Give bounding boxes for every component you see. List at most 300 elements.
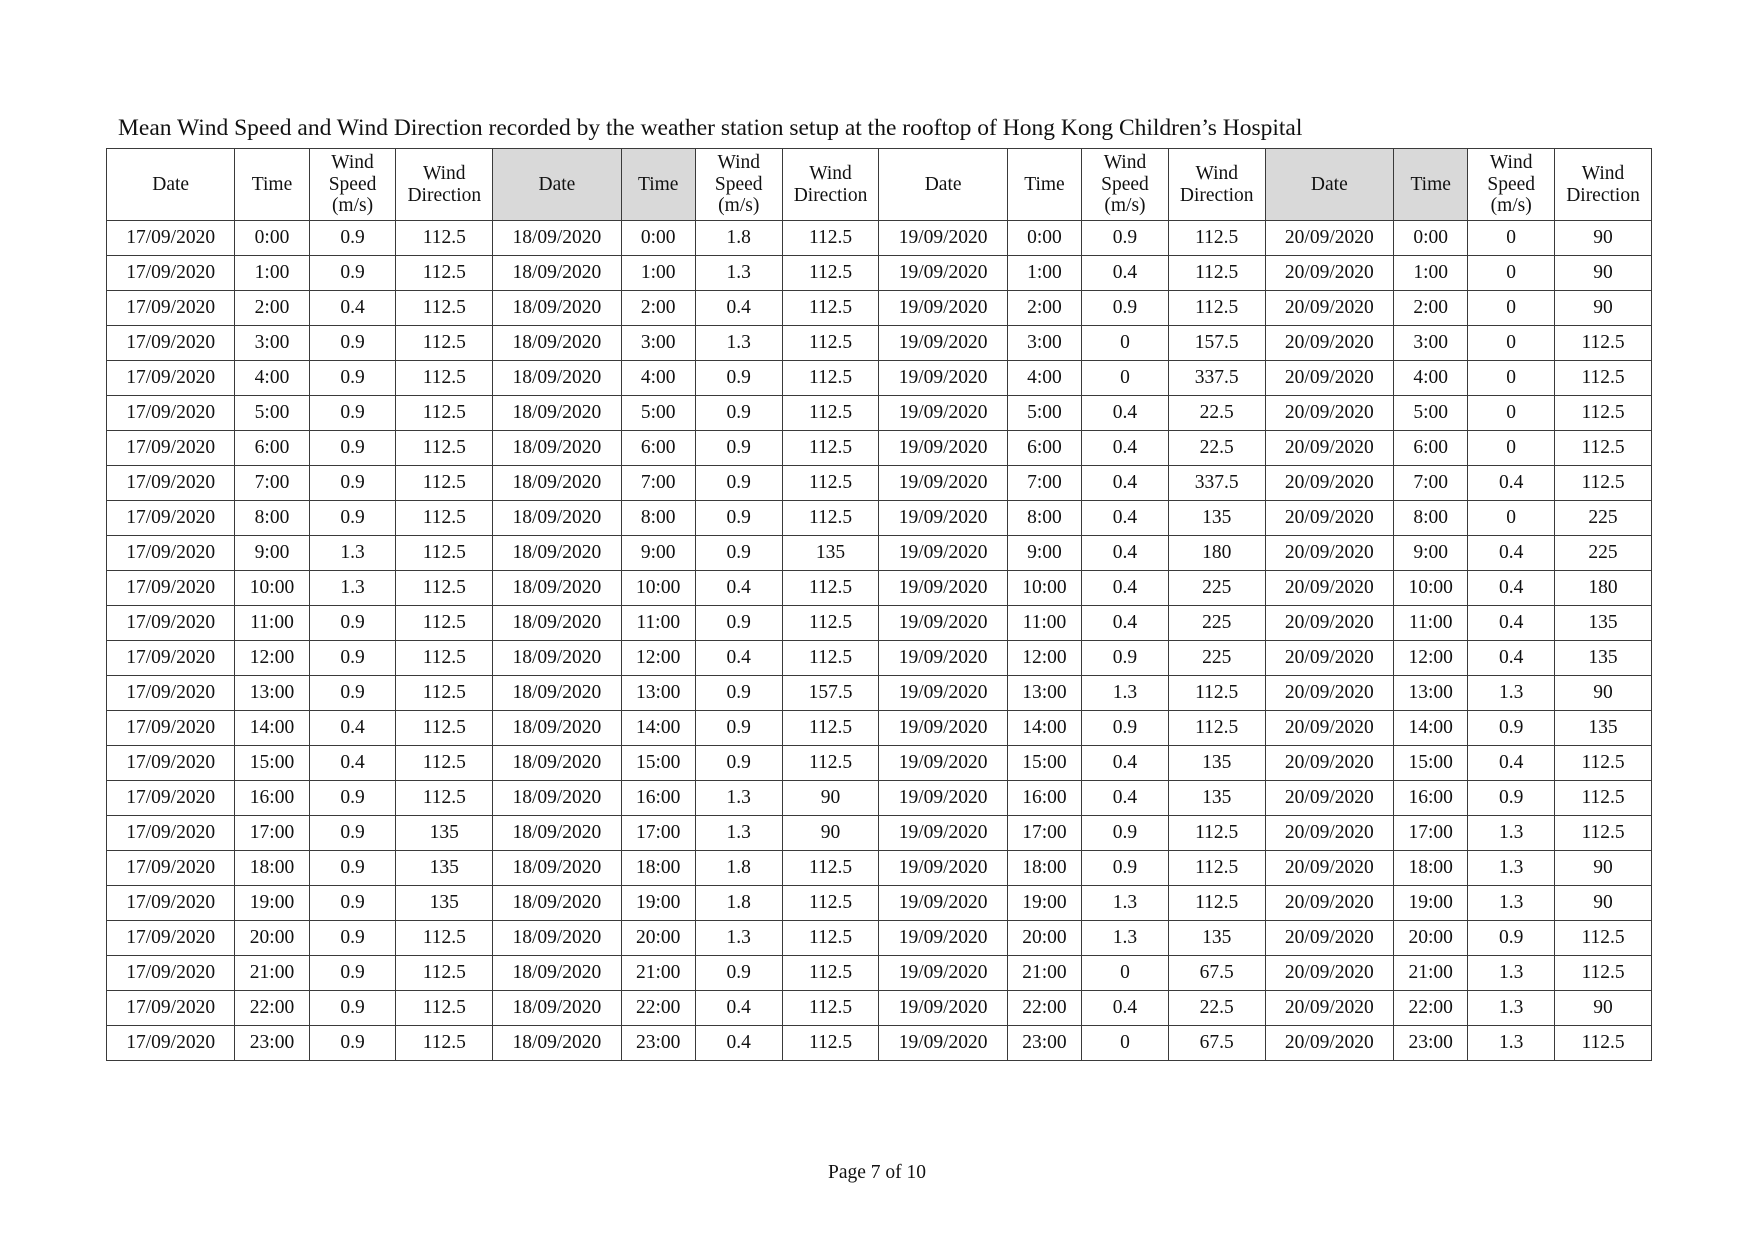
time-cell: 12:00: [621, 641, 695, 676]
wind-speed-cell: 0.9: [1082, 221, 1169, 256]
table-row: [107, 361, 1652, 396]
date-cell: 18/09/2020: [493, 466, 621, 501]
time-cell: 9:00: [235, 536, 309, 571]
wind-speed-cell: 0.4: [1468, 641, 1555, 676]
time-cell: 10:00: [621, 571, 695, 606]
wind-direction-cell: 112.5: [782, 991, 879, 1026]
time-cell: 8:00: [1007, 501, 1081, 536]
wind-direction-cell: 135: [396, 851, 493, 886]
wind-speed-cell: 0.9: [1082, 851, 1169, 886]
time-cell: 3:00: [235, 326, 309, 361]
time-cell: 3:00: [1394, 326, 1468, 361]
time-cell: 4:00: [621, 361, 695, 396]
date-cell: 18/09/2020: [493, 361, 621, 396]
wind-speed-cell: 0.9: [309, 396, 396, 431]
wind-speed-cell: 1.3: [1082, 921, 1169, 956]
header-line: Wind: [717, 152, 761, 174]
date-cell: 18/09/2020: [493, 746, 621, 781]
date-cell: 17/09/2020: [107, 711, 235, 746]
date-cell: 20/09/2020: [1265, 956, 1393, 991]
wind-speed-cell: 0.4: [1082, 396, 1169, 431]
wind-direction-cell: 112.5: [782, 396, 879, 431]
time-cell: 19:00: [1007, 886, 1081, 921]
page-number: Page 7 of 10: [827, 1162, 927, 1183]
time-cell: 2:00: [1007, 291, 1081, 326]
wind-speed-cell: 0.9: [309, 466, 396, 501]
wind-direction-cell: 112.5: [1555, 746, 1652, 781]
time-cell: 6:00: [1007, 431, 1081, 466]
wind-speed-cell: 0.4: [309, 711, 396, 746]
time-cell: 23:00: [1394, 1026, 1468, 1061]
table-row: [107, 781, 1652, 816]
wind-direction-cell: 67.5: [1168, 1026, 1265, 1061]
wind-direction-cell: 112.5: [396, 361, 493, 396]
table-row: [107, 991, 1652, 1026]
wind-speed-cell: 0: [1468, 431, 1555, 466]
wind-speed-cell: 0.9: [695, 431, 782, 466]
header-line: Wind: [1195, 163, 1238, 185]
wind-direction-cell: 22.5: [1168, 396, 1265, 431]
wind-direction-cell: 112.5: [396, 1026, 493, 1061]
header-line: Speed: [1487, 173, 1535, 195]
header-line: Wind: [809, 163, 852, 185]
wind-speed-cell: 0.4: [1082, 501, 1169, 536]
wind-direction-cell: 225: [1168, 606, 1265, 641]
wind-direction-cell: 135: [1555, 711, 1652, 746]
wind-direction-cell: 112.5: [396, 536, 493, 571]
header-line: Direction: [1179, 184, 1254, 206]
time-cell: 1:00: [621, 256, 695, 291]
date-cell: 19/09/2020: [879, 536, 1007, 571]
date-cell: 20/09/2020: [1265, 921, 1393, 956]
time-cell: 17:00: [1007, 816, 1081, 851]
wind-direction-cell: 90: [1555, 851, 1652, 886]
date-cell: 20/09/2020: [1265, 256, 1393, 291]
time-cell: 8:00: [1394, 501, 1468, 536]
time-cell: 0:00: [235, 221, 309, 256]
table-row: [107, 816, 1652, 851]
wind-direction-cell: 112.5: [782, 886, 879, 921]
wind-direction-cell: 135: [1168, 501, 1265, 536]
time-cell: 13:00: [1394, 676, 1468, 711]
date-cell: 17/09/2020: [107, 396, 235, 431]
table-row: [107, 676, 1652, 711]
wind-speed-cell: 1.3: [695, 816, 782, 851]
wind-direction-cell: 157.5: [782, 676, 879, 711]
wind-data-table: [106, 148, 1652, 1061]
table-row: [107, 711, 1652, 746]
time-cell: 20:00: [1007, 921, 1081, 956]
wind-direction-cell: 112.5: [1168, 221, 1265, 256]
wind-speed-cell: 0.4: [1082, 466, 1169, 501]
time-cell: 2:00: [621, 291, 695, 326]
time-cell: 16:00: [1394, 781, 1468, 816]
wind-direction-cell: 112.5: [782, 1026, 879, 1061]
date-cell: 18/09/2020: [493, 501, 621, 536]
time-cell: 23:00: [621, 1026, 695, 1061]
date-cell: 20/09/2020: [1265, 501, 1393, 536]
wind-direction-cell: 112.5: [1555, 816, 1652, 851]
time-cell: 19:00: [235, 886, 309, 921]
date-cell: 17/09/2020: [107, 291, 235, 326]
wind-direction-cell: 112.5: [1168, 291, 1265, 326]
date-cell: 17/09/2020: [107, 641, 235, 676]
time-cell: 7:00: [235, 466, 309, 501]
time-cell: 13:00: [621, 676, 695, 711]
time-cell: 14:00: [1394, 711, 1468, 746]
time-cell: 6:00: [621, 431, 695, 466]
time-cell: 11:00: [1394, 606, 1468, 641]
wind-speed-cell: 1.3: [1468, 816, 1555, 851]
wind-speed-cell: 1.3: [1468, 991, 1555, 1026]
date-cell: 20/09/2020: [1265, 606, 1393, 641]
date-cell: 17/09/2020: [107, 781, 235, 816]
date-cell: 17/09/2020: [107, 361, 235, 396]
date-cell: 18/09/2020: [493, 396, 621, 431]
wind-direction-cell: 135: [1168, 921, 1265, 956]
time-cell: 12:00: [1394, 641, 1468, 676]
wind-direction-cell: 135: [782, 536, 879, 571]
wind-speed-cell: 1.3: [695, 921, 782, 956]
wind-speed-cell: 0.9: [1468, 921, 1555, 956]
table-row: [107, 536, 1652, 571]
wind-speed-cell: 0.9: [695, 501, 782, 536]
date-cell: 19/09/2020: [879, 291, 1007, 326]
time-cell: 5:00: [1394, 396, 1468, 431]
date-cell: 19/09/2020: [879, 221, 1007, 256]
date-cell: 20/09/2020: [1265, 571, 1393, 606]
date-cell: 19/09/2020: [879, 1026, 1007, 1061]
date-cell: 19/09/2020: [879, 816, 1007, 851]
wind-speed-cell: 0.9: [309, 256, 396, 291]
time-cell: 15:00: [235, 746, 309, 781]
header-line: (m/s): [1104, 195, 1146, 217]
wind-speed-cell: 0.9: [309, 921, 396, 956]
wind-speed-cell: 0.4: [1082, 606, 1169, 641]
wind-speed-cell: 0.4: [1082, 431, 1169, 466]
wind-direction-cell: 337.5: [1168, 466, 1265, 501]
wind-speed-cell: 0: [1468, 221, 1555, 256]
time-cell: 17:00: [235, 816, 309, 851]
wind-direction-cell: 112.5: [1555, 921, 1652, 956]
wind-direction-cell: 112.5: [396, 711, 493, 746]
date-cell: 20/09/2020: [1265, 676, 1393, 711]
wind-speed-cell: 0.4: [695, 1026, 782, 1061]
wind-speed-cell: 0.9: [309, 816, 396, 851]
wind-direction-cell: 90: [1555, 676, 1652, 711]
date-cell: 17/09/2020: [107, 326, 235, 361]
wind-speed-cell: 0.9: [695, 746, 782, 781]
wind-direction-cell: 112.5: [782, 501, 879, 536]
wind-direction-cell: 112.5: [782, 571, 879, 606]
time-cell: 20:00: [235, 921, 309, 956]
wind-direction-cell: 112.5: [1555, 956, 1652, 991]
wind-speed-cell: 0.9: [695, 606, 782, 641]
time-cell: 4:00: [1394, 361, 1468, 396]
wind-direction-cell: 112.5: [782, 256, 879, 291]
header-wind-speed: [695, 149, 782, 221]
date-cell: 17/09/2020: [107, 571, 235, 606]
wind-speed-cell: 0.9: [1468, 711, 1555, 746]
wind-speed-cell: 0.4: [1082, 746, 1169, 781]
date-cell: 18/09/2020: [493, 816, 621, 851]
header-date: Date: [1265, 149, 1393, 221]
wind-speed-cell: 1.3: [309, 571, 396, 606]
wind-direction-cell: 112.5: [396, 746, 493, 781]
date-cell: 18/09/2020: [493, 886, 621, 921]
date-cell: 18/09/2020: [493, 221, 621, 256]
time-cell: 4:00: [235, 361, 309, 396]
time-cell: 5:00: [235, 396, 309, 431]
wind-direction-cell: 112.5: [396, 221, 493, 256]
time-cell: 10:00: [1007, 571, 1081, 606]
wind-speed-cell: 0.9: [309, 781, 396, 816]
wind-direction-cell: 225: [1555, 536, 1652, 571]
time-cell: 0:00: [1007, 221, 1081, 256]
wind-speed-cell: 0.9: [695, 711, 782, 746]
date-cell: 17/09/2020: [107, 606, 235, 641]
wind-direction-cell: 112.5: [1555, 396, 1652, 431]
header-date: Date: [493, 149, 621, 221]
wind-direction-cell: 180: [1555, 571, 1652, 606]
header-line: Direction: [407, 184, 482, 206]
date-cell: 17/09/2020: [107, 501, 235, 536]
wind-speed-cell: 0: [1082, 1026, 1169, 1061]
time-cell: 4:00: [1007, 361, 1081, 396]
header-line: Wind: [331, 152, 374, 174]
table-row: [107, 746, 1652, 781]
wind-speed-cell: 0.9: [309, 361, 396, 396]
wind-speed-cell: 0.9: [309, 326, 396, 361]
table-row: [107, 326, 1652, 361]
wind-speed-cell: 0.4: [1082, 256, 1169, 291]
date-cell: 19/09/2020: [879, 676, 1007, 711]
header-time: Time: [1007, 149, 1081, 221]
wind-direction-cell: 112.5: [782, 711, 879, 746]
date-cell: 20/09/2020: [1265, 326, 1393, 361]
time-cell: 21:00: [1007, 956, 1081, 991]
wind-direction-cell: 112.5: [396, 606, 493, 641]
time-cell: 21:00: [235, 956, 309, 991]
wind-direction-cell: 112.5: [396, 956, 493, 991]
table-row: [107, 221, 1652, 256]
time-cell: 5:00: [1007, 396, 1081, 431]
date-cell: 18/09/2020: [493, 991, 621, 1026]
wind-speed-cell: 0.9: [309, 991, 396, 1026]
table-body: [107, 221, 1652, 1061]
table-row: [107, 641, 1652, 676]
wind-speed-cell: 0.4: [1468, 536, 1555, 571]
date-cell: 18/09/2020: [493, 1026, 621, 1061]
date-cell: 19/09/2020: [879, 606, 1007, 641]
wind-direction-cell: 112.5: [782, 431, 879, 466]
date-cell: 19/09/2020: [879, 746, 1007, 781]
time-cell: 19:00: [621, 886, 695, 921]
wind-speed-cell: 0.4: [695, 291, 782, 326]
wind-direction-cell: 135: [1168, 746, 1265, 781]
time-cell: 15:00: [1394, 746, 1468, 781]
time-cell: 7:00: [1007, 466, 1081, 501]
wind-speed-cell: 1.3: [695, 256, 782, 291]
time-cell: 16:00: [621, 781, 695, 816]
time-cell: 17:00: [621, 816, 695, 851]
wind-speed-cell: 1.3: [1468, 956, 1555, 991]
wind-direction-cell: 112.5: [1168, 816, 1265, 851]
wind-speed-cell: 0.9: [309, 431, 396, 466]
wind-direction-cell: 112.5: [782, 326, 879, 361]
time-cell: 9:00: [1007, 536, 1081, 571]
time-cell: 7:00: [621, 466, 695, 501]
date-cell: 17/09/2020: [107, 851, 235, 886]
time-cell: 19:00: [1394, 886, 1468, 921]
date-cell: 17/09/2020: [107, 256, 235, 291]
date-cell: 20/09/2020: [1265, 641, 1393, 676]
date-cell: 19/09/2020: [879, 256, 1007, 291]
header-wind-speed: [1082, 149, 1169, 221]
date-cell: 17/09/2020: [107, 956, 235, 991]
wind-direction-cell: 112.5: [782, 641, 879, 676]
table-row: [107, 956, 1652, 991]
wind-direction-cell: 112.5: [1555, 431, 1652, 466]
time-cell: 8:00: [621, 501, 695, 536]
date-cell: 20/09/2020: [1265, 1026, 1393, 1061]
date-cell: 17/09/2020: [107, 536, 235, 571]
wind-direction-cell: 112.5: [782, 851, 879, 886]
date-cell: 19/09/2020: [879, 571, 1007, 606]
date-cell: 18/09/2020: [493, 326, 621, 361]
wind-speed-cell: 0.9: [309, 956, 396, 991]
date-cell: 18/09/2020: [493, 956, 621, 991]
wind-speed-cell: 0: [1468, 326, 1555, 361]
wind-speed-cell: 0.4: [1082, 781, 1169, 816]
date-cell: 20/09/2020: [1265, 711, 1393, 746]
time-cell: 22:00: [235, 991, 309, 1026]
table-row: [107, 501, 1652, 536]
wind-speed-cell: 1.8: [695, 851, 782, 886]
table-row: [107, 851, 1652, 886]
table-row: [107, 886, 1652, 921]
date-cell: 19/09/2020: [879, 641, 1007, 676]
time-cell: 13:00: [235, 676, 309, 711]
wind-speed-cell: 0.9: [309, 501, 396, 536]
wind-speed-cell: 0.4: [695, 991, 782, 1026]
wind-direction-cell: 90: [1555, 291, 1652, 326]
date-cell: 20/09/2020: [1265, 851, 1393, 886]
time-cell: 16:00: [235, 781, 309, 816]
wind-direction-cell: 135: [1555, 641, 1652, 676]
time-cell: 20:00: [621, 921, 695, 956]
wind-direction-cell: 135: [1168, 781, 1265, 816]
date-cell: 20/09/2020: [1265, 291, 1393, 326]
header-line: Wind: [1103, 152, 1147, 174]
wind-direction-cell: 180: [1168, 536, 1265, 571]
header-wind-direction: [1168, 149, 1265, 221]
header-time: Time: [235, 149, 309, 221]
date-cell: 20/09/2020: [1265, 886, 1393, 921]
wind-speed-cell: 0.4: [695, 641, 782, 676]
wind-direction-cell: 112.5: [1168, 256, 1265, 291]
date-cell: 19/09/2020: [879, 361, 1007, 396]
date-cell: 18/09/2020: [493, 781, 621, 816]
header-line: (m/s): [718, 195, 760, 217]
wind-speed-cell: 0.4: [1468, 746, 1555, 781]
time-cell: 9:00: [1394, 536, 1468, 571]
date-cell: 18/09/2020: [493, 606, 621, 641]
wind-speed-cell: 0.9: [695, 361, 782, 396]
date-cell: 20/09/2020: [1265, 536, 1393, 571]
header-date: Date: [879, 149, 1007, 221]
wind-direction-cell: 112.5: [396, 396, 493, 431]
time-cell: 0:00: [1394, 221, 1468, 256]
time-cell: 18:00: [621, 851, 695, 886]
header-wind-speed: [309, 149, 396, 221]
time-cell: 12:00: [235, 641, 309, 676]
wind-direction-cell: 112.5: [396, 291, 493, 326]
wind-speed-cell: 0.9: [309, 1026, 396, 1061]
wind-speed-cell: 0: [1468, 291, 1555, 326]
time-cell: 22:00: [621, 991, 695, 1026]
time-cell: 1:00: [1394, 256, 1468, 291]
date-cell: 19/09/2020: [879, 956, 1007, 991]
date-cell: 19/09/2020: [879, 921, 1007, 956]
wind-direction-cell: 112.5: [1168, 886, 1265, 921]
wind-direction-cell: 225: [1555, 501, 1652, 536]
wind-direction-cell: 112.5: [396, 641, 493, 676]
wind-speed-cell: 0.9: [1468, 781, 1555, 816]
header-time: Time: [621, 149, 695, 221]
wind-speed-cell: 0.9: [1082, 641, 1169, 676]
time-cell: 20:00: [1394, 921, 1468, 956]
date-cell: 18/09/2020: [493, 571, 621, 606]
time-cell: 10:00: [235, 571, 309, 606]
date-cell: 19/09/2020: [879, 781, 1007, 816]
time-cell: 15:00: [1007, 746, 1081, 781]
wind-speed-cell: 0.9: [695, 956, 782, 991]
wind-speed-cell: 1.8: [695, 886, 782, 921]
wind-speed-cell: 0: [1468, 256, 1555, 291]
time-cell: 5:00: [621, 396, 695, 431]
table-row: [107, 396, 1652, 431]
wind-direction-cell: 112.5: [1168, 711, 1265, 746]
date-cell: 17/09/2020: [107, 431, 235, 466]
table-title: Mean Wind Speed and Wind Direction recorded by the weather station setup at the rooftop of Hong Kong Children’s Hospital: [118, 115, 1303, 141]
date-cell: 18/09/2020: [493, 256, 621, 291]
wind-speed-cell: 1.3: [1468, 886, 1555, 921]
wind-direction-cell: 112.5: [1168, 851, 1265, 886]
wind-speed-cell: 0.9: [1082, 291, 1169, 326]
wind-direction-cell: 112.5: [396, 676, 493, 711]
wind-speed-cell: 0: [1468, 501, 1555, 536]
wind-direction-cell: 112.5: [396, 991, 493, 1026]
wind-speed-cell: 0.9: [695, 396, 782, 431]
header-line: Speed: [714, 173, 763, 195]
wind-direction-cell: 135: [396, 816, 493, 851]
wind-speed-cell: 0.9: [1082, 816, 1169, 851]
header-wind-direction: [396, 149, 493, 221]
wind-direction-cell: 112.5: [782, 466, 879, 501]
wind-direction-cell: 112.5: [396, 326, 493, 361]
wind-speed-cell: 0.4: [1468, 606, 1555, 641]
date-cell: 17/09/2020: [107, 1026, 235, 1061]
wind-direction-cell: 90: [782, 816, 879, 851]
wind-speed-cell: 0.4: [309, 291, 396, 326]
time-cell: 11:00: [1007, 606, 1081, 641]
wind-direction-cell: 157.5: [1168, 326, 1265, 361]
header-line: Speed: [1101, 173, 1149, 195]
date-cell: 18/09/2020: [493, 851, 621, 886]
wind-speed-cell: 0: [1468, 396, 1555, 431]
time-cell: 14:00: [235, 711, 309, 746]
